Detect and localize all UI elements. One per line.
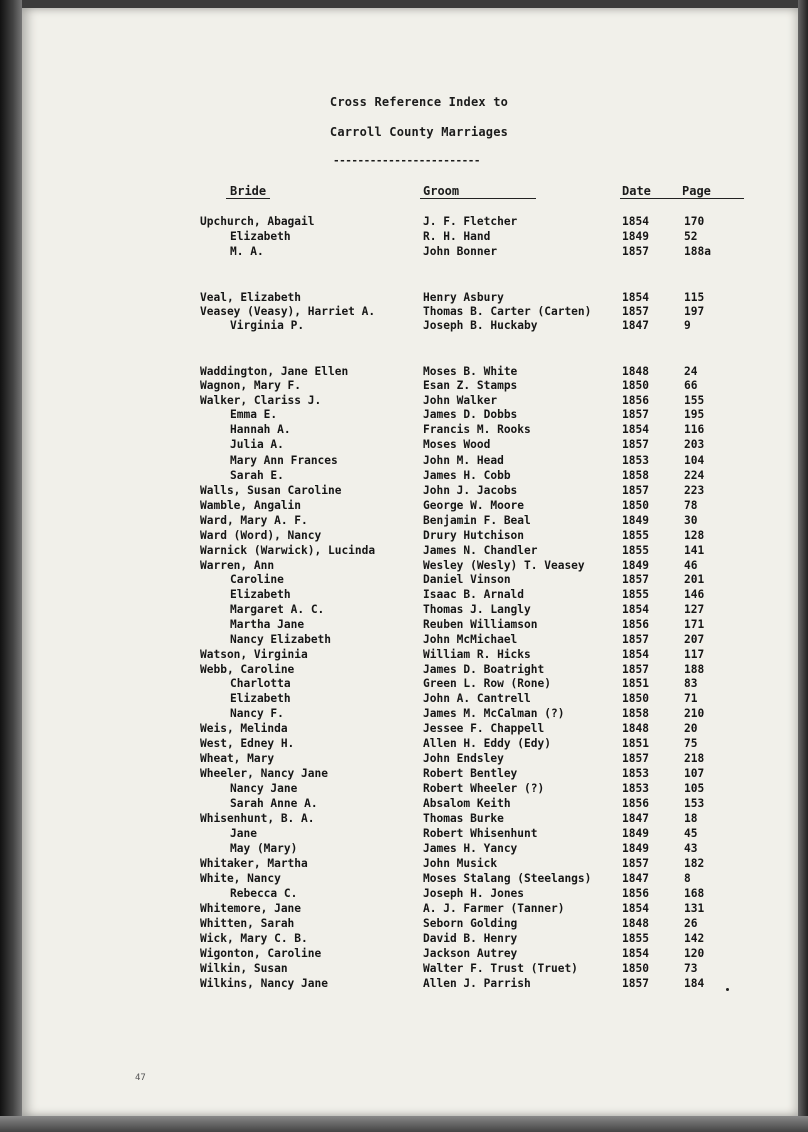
bride-cell: Charlotta <box>230 677 291 690</box>
groom-cell: Isaac B. Arnald <box>423 588 525 601</box>
bride-cell: Wagnon, Mary F. <box>200 379 302 392</box>
date-cell: 1856 <box>622 618 649 631</box>
date-cell: 1856 <box>622 797 649 810</box>
groom-cell: A. J. Farmer (Tanner) <box>423 902 565 915</box>
page-cell: 78 <box>684 499 698 512</box>
groom-cell: J. F. Fletcher <box>423 215 518 228</box>
groom-cell: Jessee F. Chappell <box>423 722 545 735</box>
page-cell: 184 <box>684 977 705 990</box>
date-cell: 1854 <box>622 902 649 915</box>
groom-cell: Joseph B. Huckaby <box>423 319 538 332</box>
groom-cell: Henry Asbury <box>423 291 504 304</box>
date-cell: 1850 <box>622 962 649 975</box>
page-cell: 117 <box>684 648 705 661</box>
page-cell: 26 <box>684 917 698 930</box>
groom-cell: Moses Wood <box>423 438 491 451</box>
page-cell: 218 <box>684 752 705 765</box>
groom-cell: James H. Cobb <box>423 469 511 482</box>
page-cell: 201 <box>684 573 705 586</box>
groom-cell: John J. Jacobs <box>423 484 518 497</box>
page-cell: 142 <box>684 932 705 945</box>
page-cell: 131 <box>684 902 705 915</box>
bride-cell: Whitemore, Jane <box>200 902 302 915</box>
right-edge <box>798 0 808 1132</box>
date-cell: 1854 <box>622 947 649 960</box>
bride-cell: White, Nancy <box>200 872 281 885</box>
date-cell: 1848 <box>622 917 649 930</box>
groom-cell: Benjamin F. Beal <box>423 514 531 527</box>
bride-cell: Ward (Word), Nancy <box>200 529 322 542</box>
bride-cell: Veasey (Veasy), Harriet A. <box>200 305 376 318</box>
date-cell: 1857 <box>622 857 649 870</box>
date-cell: 1855 <box>622 588 649 601</box>
page-cell: 182 <box>684 857 705 870</box>
groom-cell: Robert Whisenhunt <box>423 827 538 840</box>
page-cell: 171 <box>684 618 705 631</box>
date-cell: 1849 <box>622 842 649 855</box>
date-cell: 1854 <box>622 423 649 436</box>
page-cell: 83 <box>684 677 698 690</box>
page-cell: 104 <box>684 454 705 467</box>
groom-cell: Thomas J. Langly <box>423 603 531 616</box>
date-cell: 1857 <box>622 438 649 451</box>
date-cell: 1851 <box>622 737 649 750</box>
bride-cell: Martha Jane <box>230 618 305 631</box>
bride-cell: Wilkins, Nancy Jane <box>200 977 328 990</box>
bride-cell: Virginia P. <box>230 319 305 332</box>
date-cell: 1855 <box>622 529 649 542</box>
groom-cell: Thomas Burke <box>423 812 504 825</box>
date-cell: 1850 <box>622 692 649 705</box>
groom-cell: Drury Hutchison <box>423 529 525 542</box>
groom-cell: John A. Cantrell <box>423 692 531 705</box>
groom-cell: Robert Wheeler (?) <box>423 782 545 795</box>
date-cell: 1856 <box>622 394 649 407</box>
date-cell: 1854 <box>622 291 649 304</box>
groom-cell: Joseph H. Jones <box>423 887 525 900</box>
date-cell: 1850 <box>622 499 649 512</box>
bride-cell: Webb, Caroline <box>200 663 295 676</box>
page-cell: 155 <box>684 394 705 407</box>
groom-cell: John Endsley <box>423 752 504 765</box>
date-cell: 1848 <box>622 722 649 735</box>
bride-cell: Elizabeth <box>230 588 291 601</box>
bride-cell: Warren, Ann <box>200 559 275 572</box>
groom-cell: William R. Hicks <box>423 648 531 661</box>
bride-cell: Julia A. <box>230 438 284 451</box>
bride-cell: Jane <box>230 827 257 840</box>
groom-cell: Allen H. Eddy (Edy) <box>423 737 551 750</box>
groom-cell: Daniel Vinson <box>423 573 511 586</box>
bride-cell: Nancy Jane <box>230 782 298 795</box>
bride-cell: Sarah Anne A. <box>230 797 318 810</box>
groom-cell: Seborn Golding <box>423 917 518 930</box>
page-cell: 188 <box>684 663 705 676</box>
page-cell: 120 <box>684 947 705 960</box>
date-cell: 1857 <box>622 573 649 586</box>
date-cell: 1847 <box>622 872 649 885</box>
bride-cell: Whisenhunt, B. A. <box>200 812 315 825</box>
date-cell: 1847 <box>622 319 649 332</box>
groom-cell: Moses Stalang (Steelangs) <box>423 872 592 885</box>
groom-cell: Thomas B. Carter (Carten) <box>423 305 592 318</box>
page-cell: 128 <box>684 529 705 542</box>
date-cell: 1849 <box>622 827 649 840</box>
groom-cell: Jackson Autrey <box>423 947 518 960</box>
date-cell: 1849 <box>622 230 649 243</box>
date-cell: 1847 <box>622 812 649 825</box>
date-cell: 1857 <box>622 245 649 258</box>
groom-cell: Robert Bentley <box>423 767 518 780</box>
page-cell: 203 <box>684 438 705 451</box>
groom-cell: James M. McCalman (?) <box>423 707 565 720</box>
bride-cell: Wigonton, Caroline <box>200 947 322 960</box>
page-cell: 8 <box>684 872 691 885</box>
bride-cell: M. A. <box>230 245 264 258</box>
page-cell: 107 <box>684 767 705 780</box>
date-cell: 1857 <box>622 484 649 497</box>
bottom-edge <box>0 1116 808 1132</box>
date-cell: 1854 <box>622 648 649 661</box>
page-cell: 18 <box>684 812 698 825</box>
page-cell: 141 <box>684 544 705 557</box>
page-cell: 24 <box>684 365 698 378</box>
groom-cell: John M. Head <box>423 454 504 467</box>
date-cell: 1854 <box>622 215 649 228</box>
bride-cell: Hannah A. <box>230 423 291 436</box>
groom-cell: Allen J. Parrish <box>423 977 531 990</box>
page-cell: 153 <box>684 797 705 810</box>
bride-cell: Ward, Mary A. F. <box>200 514 308 527</box>
groom-cell: George W. Moore <box>423 499 525 512</box>
date-cell: 1855 <box>622 932 649 945</box>
groom-cell: Absalom Keith <box>423 797 511 810</box>
groom-cell: Esan Z. Stamps <box>423 379 518 392</box>
groom-cell: John Walker <box>423 394 498 407</box>
page-cell: 45 <box>684 827 698 840</box>
date-cell: 1857 <box>622 633 649 646</box>
groom-cell: James H. Yancy <box>423 842 518 855</box>
page-cell: 20 <box>684 722 698 735</box>
page-cell: 71 <box>684 692 698 705</box>
date-cell: 1849 <box>622 559 649 572</box>
date-cell: 1856 <box>622 887 649 900</box>
date-cell: 1857 <box>622 663 649 676</box>
page-cell: 224 <box>684 469 705 482</box>
bride-cell: West, Edney H. <box>200 737 295 750</box>
page-cell: 195 <box>684 408 705 421</box>
bride-cell: Wick, Mary C. B. <box>200 932 308 945</box>
date-cell: 1854 <box>622 603 649 616</box>
page-cell: 43 <box>684 842 698 855</box>
groom-cell: John Bonner <box>423 245 498 258</box>
groom-cell: Wesley (Wesly) T. Veasey <box>423 559 585 572</box>
bride-cell: Elizabeth <box>230 230 291 243</box>
page-cell: 9 <box>684 319 691 332</box>
groom-cell: Francis M. Rooks <box>423 423 531 436</box>
groom-cell: John Musick <box>423 857 498 870</box>
page-cell: 73 <box>684 962 698 975</box>
date-cell: 1853 <box>622 454 649 467</box>
page-cell: 116 <box>684 423 705 436</box>
document-page <box>22 8 798 1116</box>
groom-cell: R. H. Hand <box>423 230 491 243</box>
page-cell: 127 <box>684 603 705 616</box>
header-bride: Bride <box>230 184 267 198</box>
bride-cell: Nancy Elizabeth <box>230 633 332 646</box>
groom-cell: David B. Henry <box>423 932 518 945</box>
page-cell: 168 <box>684 887 705 900</box>
page-cell: 115 <box>684 291 705 304</box>
date-cell: 1853 <box>622 767 649 780</box>
date-cell: 1857 <box>622 305 649 318</box>
groom-cell: Reuben Williamson <box>423 618 538 631</box>
ink-mark <box>726 988 729 991</box>
page-cell: 210 <box>684 707 705 720</box>
groom-cell: James D. Dobbs <box>423 408 518 421</box>
page-cell: 66 <box>684 379 698 392</box>
date-cell: 1848 <box>622 365 649 378</box>
page-footnote: 47 <box>135 1073 146 1083</box>
groom-cell: Green L. Row (Rone) <box>423 677 551 690</box>
date-cell: 1849 <box>622 514 649 527</box>
bride-cell: Wheat, Mary <box>200 752 275 765</box>
header-groom-underline <box>420 198 536 199</box>
page-cell: 188a <box>684 245 711 258</box>
bride-cell: Nancy F. <box>230 707 284 720</box>
page-cell: 52 <box>684 230 698 243</box>
bride-cell: Emma E. <box>230 408 278 421</box>
groom-cell: James N. Chandler <box>423 544 538 557</box>
date-cell: 1850 <box>622 379 649 392</box>
bride-cell: Veal, Elizabeth <box>200 291 302 304</box>
date-cell: 1851 <box>622 677 649 690</box>
date-cell: 1858 <box>622 707 649 720</box>
binding-edge <box>0 0 22 1132</box>
bride-cell: Wheeler, Nancy Jane <box>200 767 328 780</box>
bride-cell: Weis, Melinda <box>200 722 288 735</box>
groom-cell: James D. Boatright <box>423 663 545 676</box>
title-line-2: Carroll County Marriages <box>329 125 509 139</box>
page-cell: 223 <box>684 484 705 497</box>
page-cell: 46 <box>684 559 698 572</box>
bride-cell: Mary Ann Frances <box>230 454 338 467</box>
bride-cell: Whitaker, Martha <box>200 857 308 870</box>
bride-cell: Upchurch, Abagail <box>200 215 315 228</box>
page-cell: 146 <box>684 588 705 601</box>
bride-cell: Rebecca C. <box>230 887 298 900</box>
date-cell: 1857 <box>622 977 649 990</box>
bride-cell: Margaret A. C. <box>230 603 325 616</box>
page-cell: 105 <box>684 782 705 795</box>
date-cell: 1857 <box>622 752 649 765</box>
header-date: Date <box>622 184 651 198</box>
header-bride-underline <box>226 198 270 199</box>
header-page: Page <box>682 184 711 198</box>
bride-cell: Elizabeth <box>230 692 291 705</box>
page-cell: 197 <box>684 305 705 318</box>
page-cell: 75 <box>684 737 698 750</box>
bride-cell: Caroline <box>230 573 284 586</box>
date-cell: 1858 <box>622 469 649 482</box>
date-cell: 1855 <box>622 544 649 557</box>
groom-cell: Moses B. White <box>423 365 518 378</box>
title-separator: ------------------------ <box>333 154 480 167</box>
bride-cell: Watson, Virginia <box>200 648 308 661</box>
date-cell: 1853 <box>622 782 649 795</box>
bride-cell: Sarah E. <box>230 469 284 482</box>
date-cell: 1857 <box>622 408 649 421</box>
bride-cell: Waddington, Jane Ellen <box>200 365 349 378</box>
header-date-page-underline <box>620 198 744 199</box>
bride-cell: May (Mary) <box>230 842 298 855</box>
groom-cell: John McMichael <box>423 633 518 646</box>
bride-cell: Wilkin, Susan <box>200 962 288 975</box>
page-cell: 207 <box>684 633 705 646</box>
page-cell: 170 <box>684 215 705 228</box>
title-line-1: Cross Reference Index to <box>329 95 509 109</box>
bride-cell: Wamble, Angalin <box>200 499 302 512</box>
bride-cell: Warnick (Warwick), Lucinda <box>200 544 376 557</box>
bride-cell: Whitten, Sarah <box>200 917 295 930</box>
groom-cell: Walter F. Trust (Truet) <box>423 962 578 975</box>
header-groom: Groom <box>423 184 460 198</box>
bride-cell: Walls, Susan Caroline <box>200 484 342 497</box>
page-cell: 30 <box>684 514 698 527</box>
bride-cell: Walker, Clariss J. <box>200 394 322 407</box>
